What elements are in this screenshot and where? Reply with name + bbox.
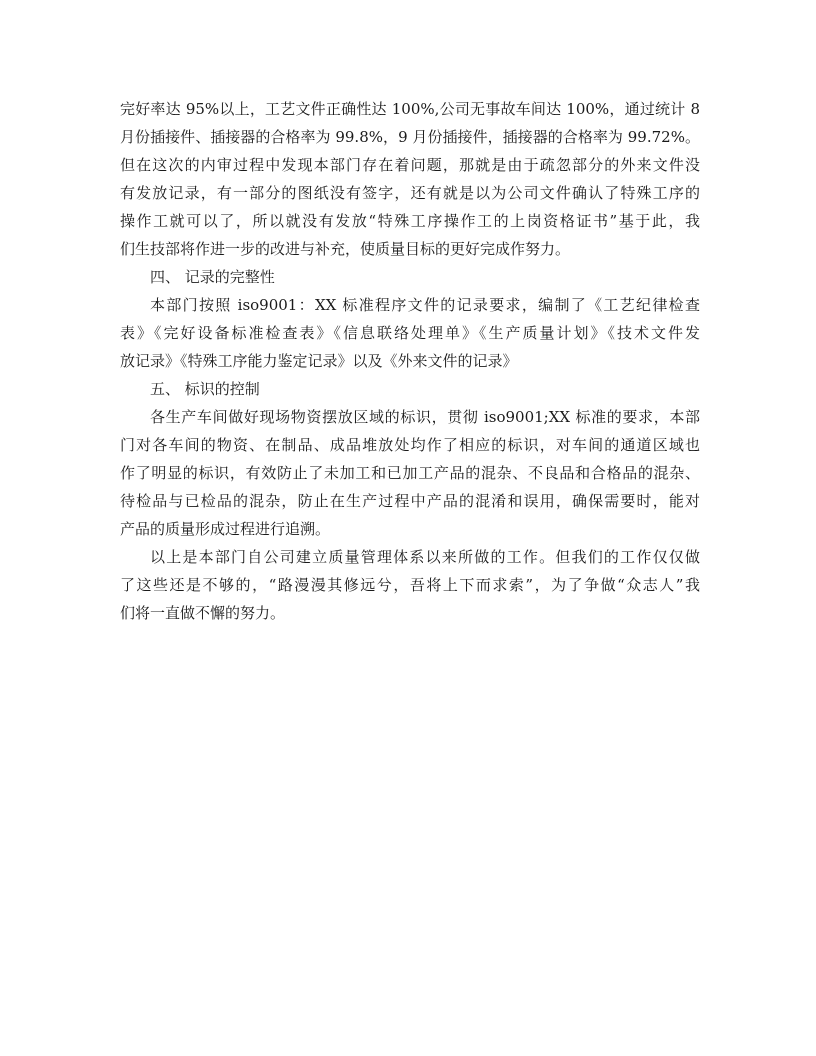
text-line: 完好率达 95%以上，工艺文件正确性达 100%,公司无事故车间达 100%，通过统计 8 [120,100,700,118]
text-line: 有发放记录，有一部分的图纸没有签字，还有就是以为公司文件确认了特殊工序的 [120,184,700,202]
text-line: 作了明显的标识，有效防止了未加工和已加工产品的混杂、不良品和合格品的混杂、 [120,464,700,482]
section-heading-records: 四、 记录的完整性 [150,268,275,286]
text-line: 门对各车间的物资、在制品、成品堆放处均作了相应的标识，对车间的通道区域也 [120,436,700,454]
paragraph-quality-results [120,95,700,263]
text-line: 表》《完好设备标准检查表》《信息联络处理单》《生产质量计划》《技术文件发 [120,324,700,342]
text-line: 操作工就可以了，所以就没有发放“特殊工序操作工的上岗资格证书”基于此，我 [120,212,700,230]
paragraph-identification [120,403,700,543]
text-line: 们生技部将作进一步的改进与补充，使质量目标的更好完成作努力。 [120,240,571,258]
text-line: 待检品与已检品的混杂，防止在生产过程中产品的混淆和误用，确保需要时，能对 [120,492,700,510]
text-line: 放记录》《特殊工序能力鉴定记录》以及《外来文件的记录》 [120,352,518,370]
paragraph-conclusion [120,543,700,627]
text-line: 们将一直做不懈的努力。 [120,604,286,622]
text-line: 月份插接件、插接器的合格率为 99.8%，9 月份插接件，插接器的合格率为 99.72%。 [120,128,700,146]
text-line: 但在这次的内审过程中发现本部门存在着问题，那就是由于疏忽部分的外来文件没 [120,156,700,174]
text-line: 本部门按照 iso9001：XX 标准程序文件的记录要求，编制了《工艺纪律检查 [150,296,700,314]
text-line: 产品的质量形成过程进行追溯。 [120,520,331,538]
paragraph-records [120,291,700,375]
text-line: 各生产车间做好现场物资摆放区域的标识，贯彻 iso9001;XX 标准的要求，本部 [150,408,700,426]
section-heading-identification: 五、 标识的控制 [150,380,260,398]
text-line: 了这些还是不够的，“路漫漫其修远兮，吾将上下而求索”，为了争做“众志人”我 [120,576,700,594]
text-line: 以上是本部门自公司建立质量管理体系以来所做的工作。但我们的工作仅仅做 [150,548,700,566]
document-page [120,95,700,627]
